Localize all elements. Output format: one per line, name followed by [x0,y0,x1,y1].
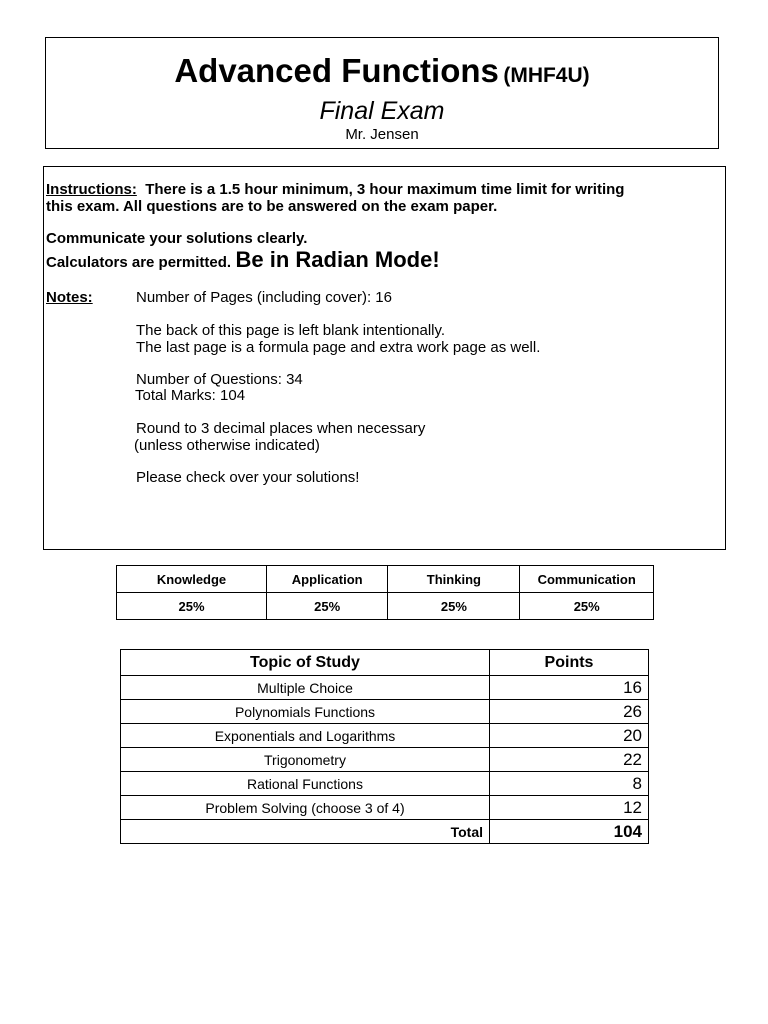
points-cell: 20 [490,724,649,748]
topic-cell: Trigonometry [121,748,490,772]
instructions-text-1: There is a 1.5 hour minimum, 3 hour maximum time limit for writing [145,181,625,198]
topic-header: Topic of Study [121,650,490,676]
points-cell: 16 [490,676,649,700]
table-row [121,676,649,700]
radian-mode-text: Be in Radian Mode! [235,247,440,272]
instructions-line-1 [46,181,624,198]
exam-title: Advanced Functions [174,52,499,89]
points-cell: 26 [490,700,649,724]
notes-label: Notes: [46,289,93,306]
title-box [45,37,719,149]
weights-value-cell: 25% [267,593,388,620]
note-check: Please check over your solutions! [136,469,360,486]
topic-cell: Rational Functions [121,772,490,796]
weights-table [116,565,654,620]
note-questions: Number of Questions: 34 [136,371,303,388]
weights-value-cell: 25% [520,593,654,620]
topic-cell: Polynomials Functions [121,700,490,724]
instructions-line-2: this exam. All questions are to be answered on the exam paper. [46,198,498,215]
topics-header-row [121,650,649,676]
topic-cell: Exponentials and Logarithms [121,724,490,748]
teacher-name: Mr. Jensen [345,126,419,143]
points-cell: 8 [490,772,649,796]
communicate-line: Communicate your solutions clearly. [46,230,308,247]
note-back-blank: The back of this page is left blank intentionally. [136,322,446,339]
title-line [46,52,718,97]
table-row [121,796,649,820]
weights-header-cell: Knowledge [117,566,267,593]
weights-header-cell: Thinking [388,566,520,593]
total-row [121,820,649,844]
note-rounding: Round to 3 decimal places when necessary [136,420,426,437]
calculators-text: Calculators are permitted. [46,254,232,271]
points-header: Points [490,650,649,676]
points-cell: 12 [490,796,649,820]
weights-header-cell: Application [267,566,388,593]
points-cell: 22 [490,748,649,772]
calculators-line [46,247,440,273]
note-rounding-exception: (unless otherwise indicated) [134,437,320,454]
table-row [121,724,649,748]
weights-value-row [117,593,654,620]
weights-header-row [117,566,654,593]
total-points: 104 [490,820,649,844]
table-row [121,772,649,796]
exam-subtitle: Final Exam [319,97,445,125]
table-row [121,748,649,772]
course-code: (MHF4U) [503,64,590,87]
instructions-label: Instructions: [46,181,137,198]
weights-value-cell: 25% [117,593,267,620]
table-row [121,700,649,724]
topics-table [120,649,649,844]
note-total-marks: Total Marks: 104 [135,387,246,404]
weights-header-cell: Communication [520,566,654,593]
total-label: Total [121,820,490,844]
instructions-box [43,166,726,550]
topic-cell: Multiple Choice [121,676,490,700]
weights-value-cell: 25% [388,593,520,620]
topic-cell: Problem Solving (choose 3 of 4) [121,796,490,820]
note-last-page: The last page is a formula page and extra work page as well. [136,339,541,356]
note-pages: Number of Pages (including cover): 16 [136,289,392,306]
